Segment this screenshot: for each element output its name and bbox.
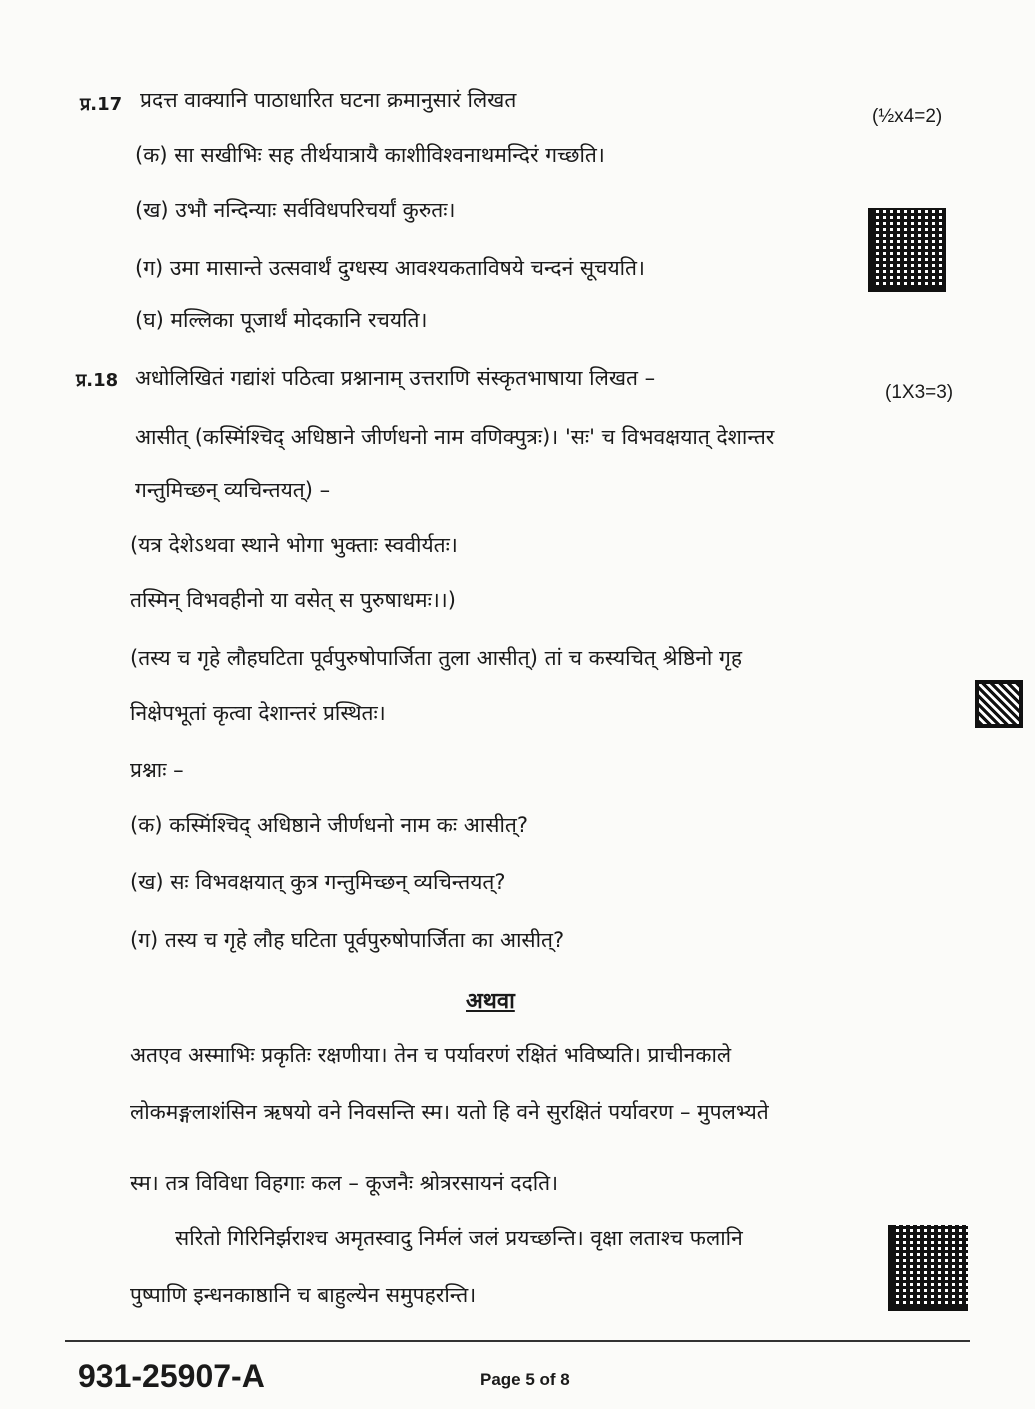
alt-passage-line: सरितो गिरिनिर्झराश्च अमृतस्वादु निर्मलं जलं प्रयच्छन्ति। वृक्षा लताश्च फलानि [175,1226,743,1250]
question-item: (ग) तस्य च गृहे लौह घटिता पूर्वपुरुषोपार्जिता का आसीत्? [130,928,565,952]
q17-item: (घ) मल्लिका पूजार्थं मोदकानि रचयति। [135,308,428,332]
paper-code: 931-25907-A [78,1358,265,1394]
passage-line: गन्तुमिच्छन् व्यचिन्तयत्) – [135,478,331,502]
q18-number: प्र.18 [76,370,119,391]
question-item: (क) कस्मिंश्चिद् अधिष्ठाने जीर्णधनो नाम कः आसीत्? [130,813,529,837]
q17-marks: (½x4=2) [872,106,943,127]
or-heading: अथवा [466,989,515,1014]
footer-rule [65,1340,970,1342]
passage-line: तस्मिन् विभवहीनो या वसेत् स पुरुषाधमः।।) [130,588,456,612]
q18-marks: (1X3=3) [885,382,954,403]
q18-instruction: अधोलिखितं गद्यांशं पठित्वा प्रश्नानाम् उत्तराणि संस्कृतभाषाया लिखत – [135,366,656,390]
passage-line: निक्षेपभूतां कृत्वा देशान्तरं प्रस्थितः। [130,701,386,725]
q17-item: (ख) उभौ नन्दिन्याः सर्वविधपरिचर्यां कुरुतः। [135,198,456,222]
alt-passage-line: स्म। तत्र विविधा विहगाः कल – कूजनैः श्रोत्ररसायनं ददति। [130,1171,559,1195]
alt-passage-line: लोकमङ्गलाशंसिन ऋषयो वने निवसन्ति स्म। यतो हि वने सुरक्षितं पर्यावरण – मुपलभ्यते [130,1100,769,1124]
alt-passage-line: अतएव अस्माभिः प्रकृतिः रक्षणीया। तेन च पर्यावरणं रक्षितं भविष्यति। प्राचीनकाले [130,1043,732,1067]
passage-line: आसीत् (कस्मिंश्चिद् अधिष्ठाने जीर्णधनो नाम वणिक्पुत्रः)। 'सः' च विभवक्षयात् देशान्तर [135,425,775,449]
q17-number: प्र.17 [80,94,123,115]
questions-label: प्रश्नाः – [130,758,184,782]
qr-code [975,680,1023,728]
q17-item: (क) सा सखीभिः सह तीर्थयात्रायै काशीविश्वनाथमन्दिरं गच्छति। [135,143,605,167]
datamatrix-code [868,208,946,292]
page-number: Page 5 of 8 [480,1370,570,1389]
passage-line: (यत्र देशेऽथवा स्थाने भोगा भुक्ताः स्ववीर्यतः। [130,533,458,557]
passage-line: (तस्य च गृहे लौहघटिता पूर्वपुरुषोपार्जिता तुला आसीत्) तां च कस्यचित् श्रेष्ठिनो गृह [130,646,742,670]
q17-instruction: प्रदत्त वाक्यानि पाठाधारित घटना क्रमानुसारं लिखत [140,88,517,112]
datamatrix-code [888,1225,968,1311]
q17-item: (ग) उमा मासान्ते उत्सवार्थं दुग्धस्य आवश्यकताविषये चन्दनं सूचयति। [135,256,645,280]
alt-passage-line: पुष्पाणि इन्धनकाष्ठानि च बाहुल्येन समुपहरन्ति। [130,1283,477,1307]
question-item: (ख) सः विभवक्षयात् कुत्र गन्तुमिच्छन् व्यचिन्तयत्? [130,870,506,894]
